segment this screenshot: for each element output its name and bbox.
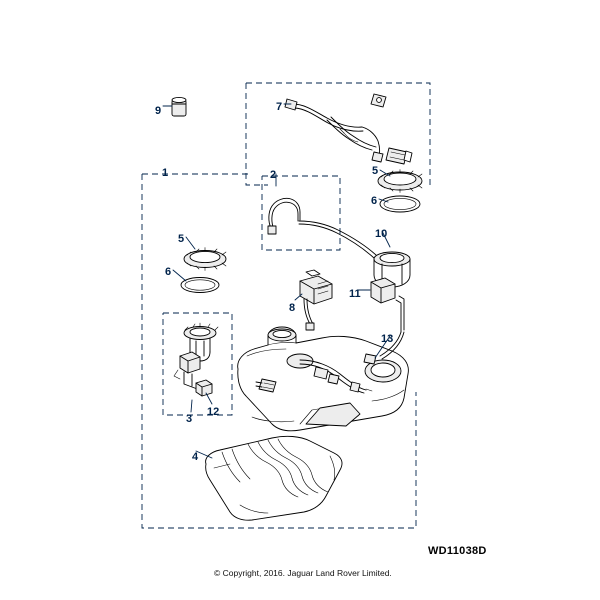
callout-4: 4 [192, 451, 199, 463]
part-8-sender-unit [300, 270, 332, 330]
part-6a-seal-ring [181, 278, 219, 293]
callout-3: 3 [186, 413, 193, 425]
part-5a-lock-ring [184, 248, 226, 271]
callout-13: 13 [381, 333, 394, 345]
part-6b-seal-ring [380, 196, 420, 212]
callout-9: 9 [155, 105, 162, 117]
part-2-vent-tube [268, 195, 378, 258]
part-9-plug [172, 97, 186, 116]
callout-2: 2 [270, 169, 277, 181]
callout-12: 12 [207, 406, 220, 418]
part-7-wiring-harness [285, 94, 412, 164]
callout-7: 7 [276, 101, 283, 113]
callout-5a: 5 [178, 233, 185, 245]
part-4-heat-shield [206, 436, 342, 520]
callout-6b: 6 [371, 195, 378, 207]
callout-10: 10 [375, 228, 388, 240]
copyright-notice: © Copyright, 2016. Jaguar Land Rover Limited. [214, 568, 392, 578]
diagram-code: WD11038D [428, 545, 487, 557]
part-11-pump-assembly [371, 252, 410, 332]
part-12-fuel-sender [174, 323, 218, 396]
callout-6a: 6 [165, 266, 172, 278]
callout-1: 1 [162, 167, 169, 179]
group-box-2 [262, 176, 340, 250]
callout-8: 8 [289, 302, 296, 314]
callout-5b: 5 [372, 165, 379, 177]
callout-11: 11 [349, 288, 361, 300]
